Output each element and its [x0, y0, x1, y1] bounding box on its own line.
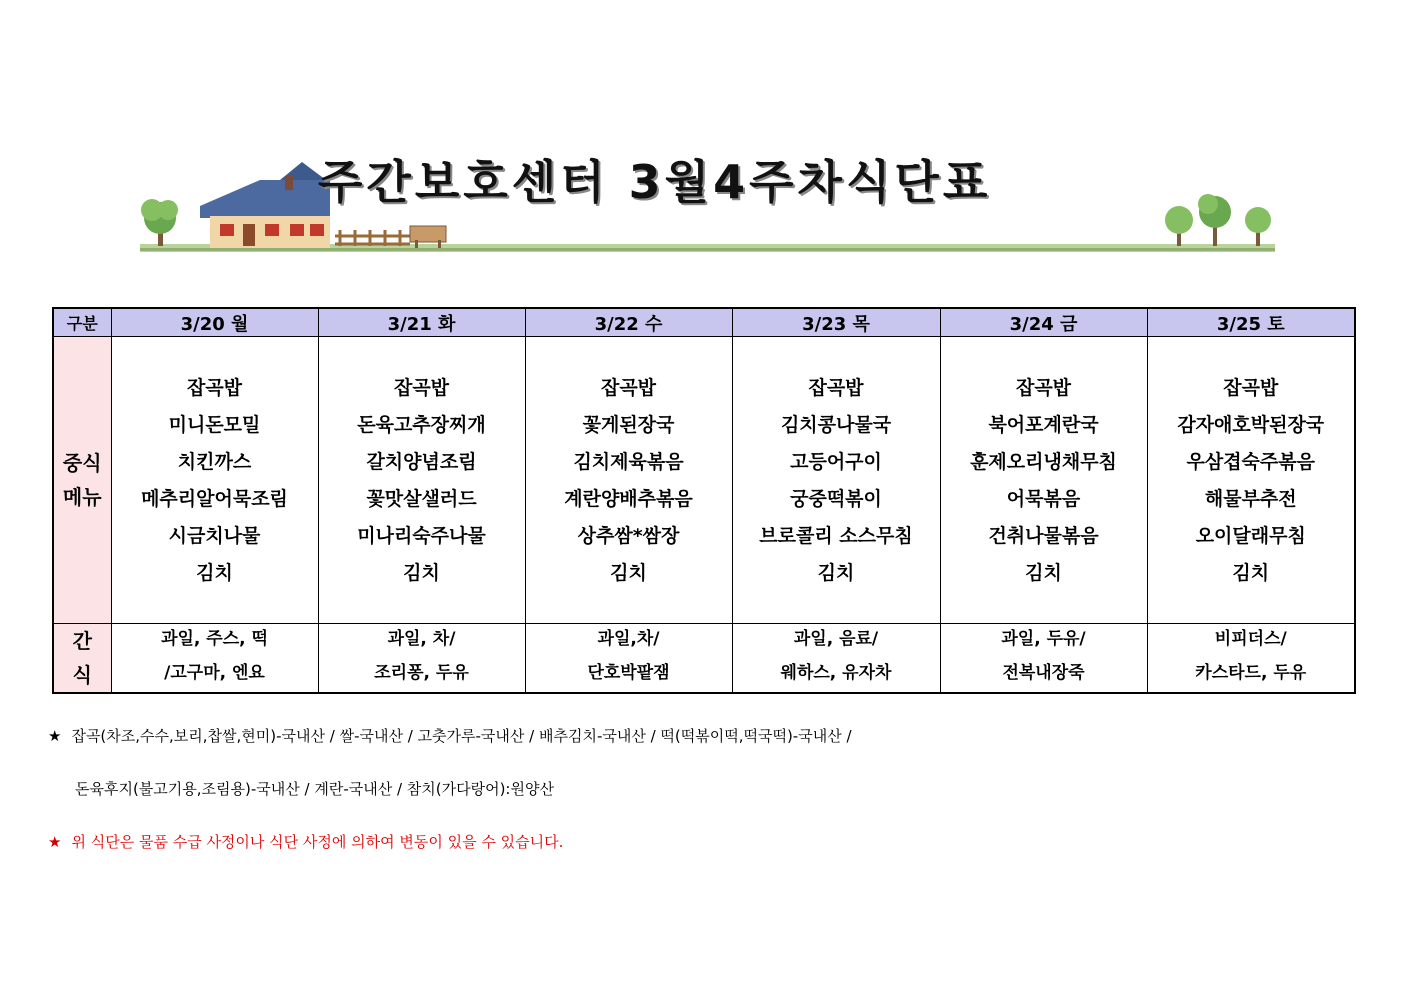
snack-item: 과일, 음료/ [793, 629, 879, 649]
snack-cell [732, 624, 940, 694]
snack-row-label [53, 624, 111, 694]
lunch-label-line: 메뉴 [62, 485, 102, 509]
day-header: 3/20 월 [111, 308, 318, 337]
menu-item: 미니돈모밀 [168, 414, 261, 436]
snack-item: 과일, 주스, 떡 [161, 629, 268, 649]
menu-item: 상추쌈*쌈장 [577, 525, 680, 547]
menu-item: 어묵볶음 [1006, 488, 1081, 510]
lunch-label-line: 중식 [62, 451, 102, 475]
menu-item: 오이달래무침 [1195, 525, 1306, 547]
lunch-row [53, 337, 1355, 624]
menu-item: 시금치나물 [168, 525, 261, 547]
menu-item: 김치콩나물국 [780, 414, 892, 436]
menu-table [52, 307, 1356, 694]
snack-cell [940, 624, 1147, 694]
menu-item: 잡곡밥 [393, 377, 450, 399]
snack-cell [318, 624, 525, 694]
snack-label-line: 식 [72, 663, 92, 687]
day-header: 3/24 금 [940, 308, 1147, 337]
star-icon: ★ [48, 833, 62, 851]
snack-row [53, 624, 1355, 694]
menu-item: 잡곡밥 [600, 377, 657, 399]
snack-item: 웨하스, 유자차 [780, 663, 892, 683]
origin-note-line1 [48, 725, 852, 746]
page-title: 주간보호센터 3월4주차식단표 [318, 155, 992, 209]
menu-item: 김치 [403, 562, 440, 584]
snack-item: 과일, 두유/ [1001, 629, 1086, 649]
disclaimer-text: 위 식단은 물품 수급 사정이나 식단 사정에 의하여 변동이 있을 수 있습니다. [71, 833, 564, 851]
menu-item: 브로콜리 소스무침 [759, 525, 913, 547]
origin-text: 잡곡(차조,수수,보리,찹쌀,현미)-국내산 / 쌀-국내산 / 고춧가루-국내산 / 배추김치-국내산 / 떡(떡볶이떡,떡국떡)-국내산 / [71, 727, 852, 745]
house-icon [200, 162, 330, 248]
menu-item: 계란양배추볶음 [564, 488, 693, 510]
snack-cell [111, 624, 318, 694]
menu-item: 김치제육볶음 [573, 451, 684, 473]
menu-item: 메추리알어묵조림 [141, 488, 288, 510]
corner-header: 구분 [53, 308, 111, 337]
menu-item: 갈치양념조림 [366, 451, 477, 473]
menu-item: 고등어구이 [790, 451, 882, 473]
menu-item: 해물부추전 [1204, 488, 1297, 510]
menu-item: 김치 [610, 562, 647, 584]
snack-item: 단호박팥잼 [587, 663, 670, 683]
lunch-cell [318, 337, 525, 624]
snack-item: 조리퐁, 두유 [374, 663, 469, 683]
origin-note-line2 [75, 778, 554, 799]
lunch-cell [525, 337, 732, 624]
snack-item: 카스타드, 두유 [1195, 663, 1307, 683]
menu-item: 잡곡밥 [186, 377, 243, 399]
header-row [53, 308, 1355, 337]
menu-item: 잡곡밥 [1223, 377, 1279, 399]
origin-text: 돈육후지(불고기용,조림용)-국내산 / 계란-국내산 / 참치(가다랑어):원양산 [75, 780, 554, 798]
menu-item: 우삼겹숙주볶음 [1186, 451, 1315, 473]
menu-item: 돈육고추장찌개 [357, 414, 486, 436]
lunch-cell [940, 337, 1147, 624]
snack-item: 전복내장죽 [1002, 663, 1085, 683]
snack-item: 과일,차/ [597, 629, 660, 649]
menu-item: 훈제오리냉채무침 [970, 451, 1117, 473]
menu-item: 꽃맛살샐러드 [366, 488, 477, 510]
menu-item: 김치 [1025, 562, 1062, 584]
snack-item: 과일, 차/ [387, 629, 456, 649]
lunch-cell [1147, 337, 1355, 624]
menu-item: 김치 [817, 562, 855, 584]
lunch-row-label [53, 337, 111, 624]
menu-item: 잡곡밥 [808, 377, 864, 399]
star-icon: ★ [48, 727, 62, 745]
day-header: 3/23 목 [732, 308, 940, 337]
snack-cell [525, 624, 732, 694]
snack-cell [1147, 624, 1355, 694]
menu-item: 궁중떡볶이 [790, 488, 882, 510]
day-header: 3/22 수 [525, 308, 732, 337]
lunch-cell [111, 337, 318, 624]
menu-item: 미나리숙주나물 [357, 525, 486, 547]
day-header: 3/25 토 [1147, 308, 1355, 337]
tree-right-icon [1165, 194, 1271, 246]
menu-item: 잡곡밥 [1015, 377, 1072, 399]
menu-item: 건취나물볶음 [988, 525, 1099, 547]
tree-left-icon [141, 199, 178, 246]
lunch-cell [732, 337, 940, 624]
snack-item: /고구마, 엔요 [164, 663, 265, 683]
snack-label-line: 간 [72, 629, 92, 653]
snack-item: 비피더스/ [1214, 629, 1287, 649]
menu-item: 김치 [1232, 562, 1270, 584]
menu-item: 북어포계란국 [988, 414, 1099, 436]
menu-item: 꽃게된장국 [582, 414, 675, 436]
day-header: 3/21 화 [318, 308, 525, 337]
fence-icon [335, 230, 410, 246]
menu-item: 감자애호박된장국 [1177, 414, 1325, 436]
menu-item: 치킨까스 [177, 451, 252, 473]
disclaimer-note [48, 831, 563, 852]
menu-item: 김치 [196, 562, 233, 584]
